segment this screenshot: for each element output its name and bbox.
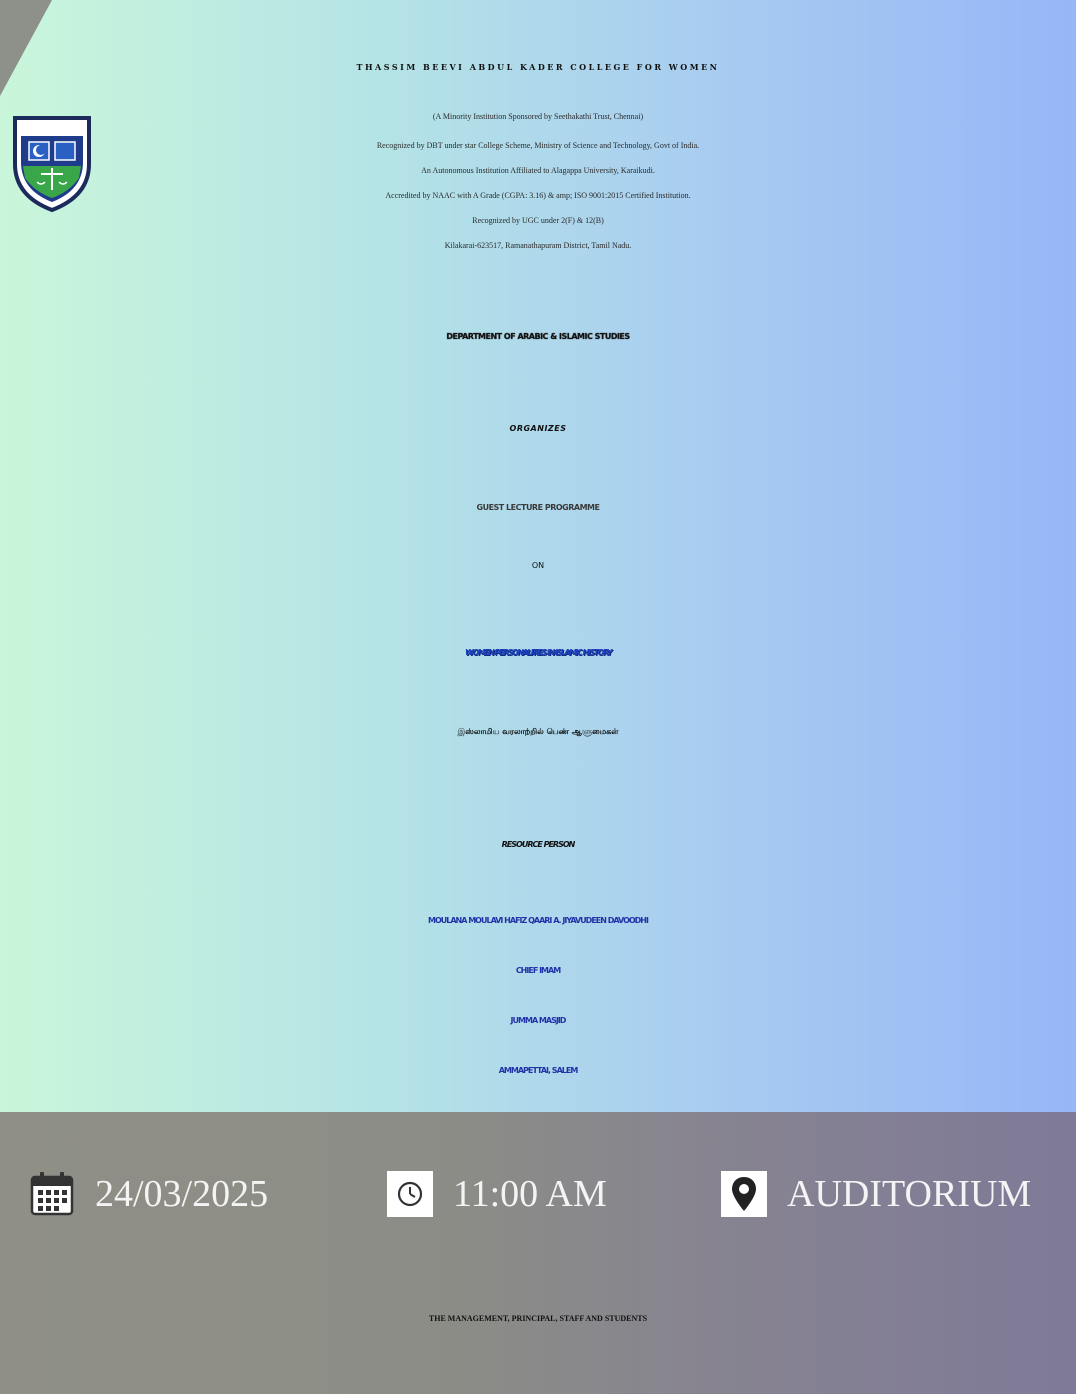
department-title: DEPARTMENT OF ARABIC & ISLAMIC STUDIES (446, 332, 630, 341)
topic-english: WOMEN PERSONALITIES IN ISLAMIC HISTORY (465, 648, 611, 657)
footer-signoff: THE MANAGEMENT, PRINCIPAL, STAFF AND STUDENTS (428, 1314, 648, 1323)
college-name: THASSIM BEEVI ABDUL KADER COLLEGE FOR WOMEN (356, 62, 720, 72)
location-pin-icon (721, 1171, 767, 1217)
resource-person-name: MOULANA MOULAVI HAFIZ QAARI A. JIYAVUDEEN DAVOODHI (428, 916, 648, 925)
event-venue (721, 1170, 1031, 1218)
calendar-icon (29, 1171, 75, 1217)
resource-person-organization: JUMMA MASJID (510, 1016, 566, 1025)
corner-decoration (0, 0, 60, 100)
resource-person-heading: RESOURCE PERSON (501, 840, 575, 849)
clock-icon (387, 1171, 433, 1217)
college-detail-line: (A Minority Institution Sponsored by Seethakathi Trust, Chennai) (432, 112, 644, 121)
programme-title: GUEST LECTURE PROGRAMME (476, 503, 600, 512)
event-time (387, 1170, 607, 1218)
event-date (29, 1170, 268, 1218)
topic-tamil: இஸ்லாமிய வரலாற்றில் பெண் ஆளுமைகள் (457, 727, 619, 736)
resource-person-location: AMMAPETTAI, SALEM (498, 1066, 578, 1075)
college-detail-line: An Autonomous Institution Affiliated to Alagappa University, Karaikudi. (421, 166, 655, 175)
resource-person-title: CHIEF IMAM (515, 966, 561, 975)
date-text: 24/03/2025 (95, 1173, 269, 1215)
time-text: 11:00 AM (453, 1173, 607, 1215)
college-detail-line: Kilakarai-623517, Ramanathapuram District, Tamil Nadu. (444, 241, 632, 250)
footer-band (0, 1112, 1076, 1394)
organizes-label: ORGANIZES (509, 424, 567, 433)
college-detail-line: Accredited by NAAC with A Grade (CGPA: 3.16) & amp; ISO 9001:2015 Certified Institution. (385, 191, 691, 200)
college-detail-line: Recognized by UGC under 2(F) & 12(B) (472, 216, 604, 225)
on-label: ON (531, 561, 545, 570)
venue-text: AUDITORIUM (787, 1173, 1032, 1215)
college-detail-line: Recognized by DBT under star College Scheme, Ministry of Science and Technology, Govt of India. (376, 141, 700, 150)
